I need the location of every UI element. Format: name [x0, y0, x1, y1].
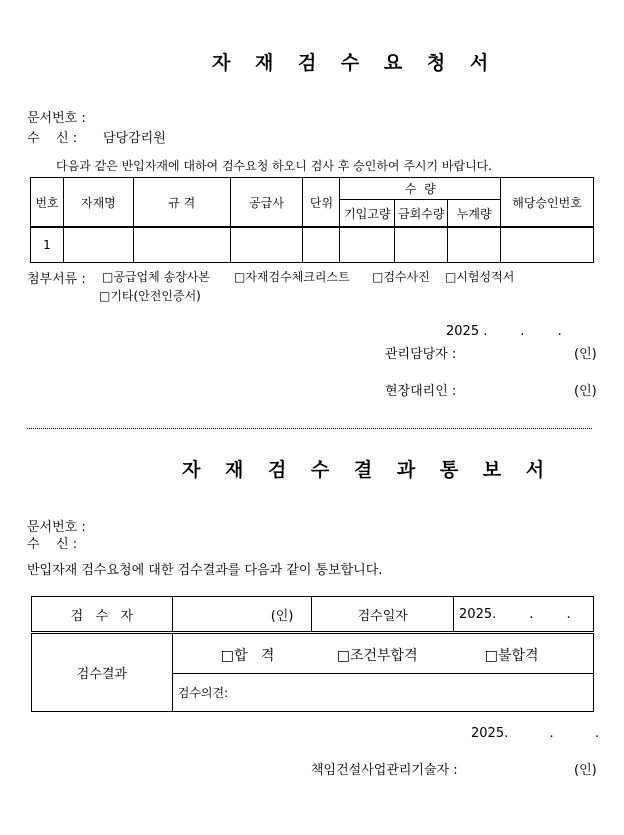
- row-spec-cell: [133, 227, 230, 263]
- attachment-test-report: □시험성적서: [445, 270, 515, 284]
- opinion-label: 검수의견:: [177, 686, 229, 700]
- engineer-label: 책임건설사업관리기술자 :: [311, 763, 458, 778]
- manager-label: 관리담당자 :: [385, 347, 457, 362]
- agent-seal: (인): [574, 384, 597, 399]
- row-name-cell: [63, 227, 133, 263]
- request-recipient-value: 담당감리원: [103, 131, 166, 146]
- row-supplier-cell: [230, 227, 303, 263]
- inspector-seal-cell: [172, 597, 312, 632]
- header-no: 번호: [31, 178, 64, 227]
- row-unit-cell: [303, 227, 340, 263]
- inspection-date-label: 검수일자: [312, 597, 454, 632]
- attachment-other: □기타(안전인증서): [99, 289, 201, 303]
- result-doc-no-label: 문서번호 :: [27, 520, 86, 535]
- agent-label: 현장대리인 :: [385, 384, 457, 399]
- result-body-table: [31, 633, 594, 712]
- result-intro: 반입자재 검수요청에 대한 검수결과를 다음과 같이 통보합니다.: [27, 563, 383, 578]
- request-doc-no-label: 문서번호 :: [27, 111, 86, 126]
- attachment-checklist: □자재검수체크리스트: [234, 270, 350, 284]
- cut-line: [27, 428, 592, 429]
- result-footer-date: 2025. . .: [471, 726, 600, 741]
- result-recipient-label: 수 신 :: [27, 537, 78, 552]
- manager-seal: (인): [574, 347, 597, 362]
- option-fail[interactable]: □불합격: [484, 648, 539, 664]
- request-recipient-label: 수 신 :: [27, 131, 78, 146]
- attachment-photos: □검수사진: [372, 270, 430, 284]
- header-name: 자재명: [63, 178, 133, 227]
- header-approval-no: 해당승인번호: [501, 178, 594, 227]
- inspection-date-value: 2025. . .: [454, 597, 594, 632]
- row-no: 1: [31, 227, 64, 263]
- engineer-seal: (인): [574, 763, 597, 778]
- table-row: [31, 227, 594, 263]
- request-table: [30, 177, 594, 263]
- result-title: 자 재 검 수 결 과 통 보 서: [182, 459, 554, 481]
- request-title: 자 재 검 수 요 청 서: [212, 52, 498, 74]
- header-this-in: 금회수량: [395, 200, 448, 227]
- row-this-in-cell: [395, 227, 448, 263]
- result-label: 검수결과: [32, 634, 173, 712]
- request-intro: 다음과 같은 반입자재에 대하여 검수요청 하오니 검사 후 승인하여 주시기 바랍니다.: [56, 159, 493, 173]
- row-prev-in-cell: [340, 227, 395, 263]
- inspector-label: 검 수 자: [32, 597, 173, 632]
- result-header-table: [31, 596, 594, 632]
- header-prev-in: 기입고량: [340, 200, 395, 227]
- attachment-invoice: □공급업체 송장사본: [102, 270, 210, 284]
- row-approval-no-cell: [501, 227, 594, 263]
- header-spec: 규 격: [133, 178, 230, 227]
- attachments-label: 첨부서류 :: [27, 272, 86, 287]
- option-pass[interactable]: □합 격: [220, 648, 275, 664]
- option-conditional-pass[interactable]: □조건부합격: [336, 648, 418, 664]
- row-cumulative-cell: [448, 227, 501, 263]
- inspector-seal: (인): [270, 608, 294, 624]
- opinion-cell: [172, 674, 593, 712]
- request-date: 2025 . . .: [446, 324, 562, 339]
- header-supplier: 공급사: [230, 178, 303, 227]
- result-options-cell: [172, 634, 593, 674]
- header-quantity: 수 량: [340, 178, 501, 200]
- header-cumulative: 누계량: [448, 200, 501, 227]
- header-unit: 단위: [303, 178, 340, 227]
